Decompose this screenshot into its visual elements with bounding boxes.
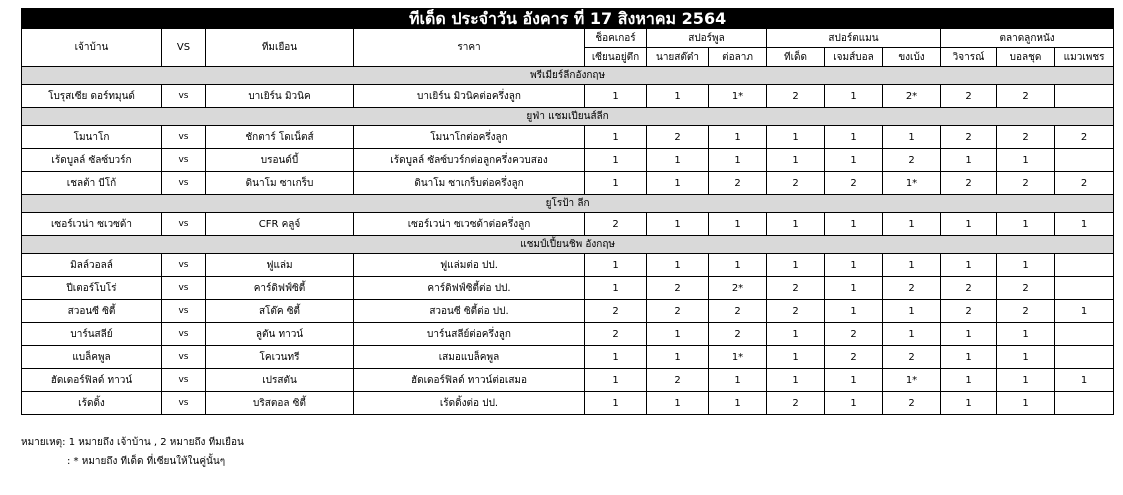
- away-team: โคเวนทรี: [206, 346, 354, 369]
- pick-cell: 1: [825, 126, 883, 149]
- pick-cell: 2: [883, 149, 941, 172]
- match-row: [22, 277, 1114, 300]
- pick-cell: 2: [941, 277, 997, 300]
- pick-cell: 1: [997, 149, 1055, 172]
- pick-cell: 1: [941, 392, 997, 415]
- match-row: [22, 172, 1114, 195]
- price: โมนาโกต่อครึ่งลูก: [354, 126, 585, 149]
- pick-cell: [1055, 277, 1114, 300]
- pick-cell: 1*: [709, 346, 767, 369]
- match-row: [22, 346, 1114, 369]
- vs-label: vs: [162, 85, 206, 108]
- pick-cell: 1: [767, 149, 825, 172]
- pick-cell: 1: [883, 300, 941, 323]
- pick-cell: 1: [941, 369, 997, 392]
- pick-cell: 1: [585, 126, 647, 149]
- header-group-talad: ตลาดลูกหนัง: [941, 29, 1114, 48]
- vs-label: vs: [162, 126, 206, 149]
- away-team: ดินาโม ซาเกร็บ: [206, 172, 354, 195]
- pick-cell: 2: [585, 213, 647, 236]
- pick-cell: 1: [1055, 369, 1114, 392]
- pick-cell: 2: [709, 323, 767, 346]
- home-team: มิลล์วอลล์: [22, 254, 162, 277]
- pick-cell: 2: [997, 126, 1055, 149]
- pick-cell: 1: [647, 323, 709, 346]
- home-team: เร้ดดิ้ง: [22, 392, 162, 415]
- pick-cell: 2: [1055, 172, 1114, 195]
- match-row: [22, 392, 1114, 415]
- vs-label: vs: [162, 213, 206, 236]
- notes: [21, 433, 244, 471]
- price: สวอนซี ซิตี้ต่อ ปป.: [354, 300, 585, 323]
- pick-cell: 1: [585, 172, 647, 195]
- predictions-sheet: [21, 8, 1113, 415]
- away-team: ลูตัน ทาวน์: [206, 323, 354, 346]
- note-line: หมายเหตุ: 1 หมายถึง เจ้าบ้าน , 2 หมายถึง ทีมเยือน: [21, 437, 244, 448]
- league-header: ยูฟ่า แชมเปียนส์ลีก: [22, 108, 1114, 126]
- pick-cell: 1: [825, 149, 883, 172]
- header-sub: ต่อลาภ: [709, 48, 767, 67]
- header-home: เจ้าบ้าน: [22, 29, 162, 67]
- home-team: แบล็คพูล: [22, 346, 162, 369]
- pick-cell: 1: [883, 213, 941, 236]
- away-team: บาเยิร์น มิวนิค: [206, 85, 354, 108]
- pick-cell: 2: [883, 346, 941, 369]
- away-team: คาร์ดิฟฟ์ซิตี้: [206, 277, 354, 300]
- pick-cell: 1: [941, 346, 997, 369]
- pick-cell: 1: [647, 254, 709, 277]
- pick-cell: 2: [767, 172, 825, 195]
- pick-cell: 1: [709, 126, 767, 149]
- pick-cell: 1: [585, 85, 647, 108]
- pick-cell: 2: [709, 300, 767, 323]
- pick-cell: 1: [825, 254, 883, 277]
- league-header: แชมป์เปี้ยนชิพ อังกฤษ: [22, 236, 1114, 254]
- vs-label: vs: [162, 392, 206, 415]
- header-away: ทีมเยือน: [206, 29, 354, 67]
- price: เสมอแบล็คพูล: [354, 346, 585, 369]
- pick-cell: 1: [585, 277, 647, 300]
- header-sub: ทีเด็ด: [767, 48, 825, 67]
- pick-cell: 2: [883, 277, 941, 300]
- home-team: เร้ดบูลล์ ซัลซ์บวร์ก: [22, 149, 162, 172]
- pick-cell: 1: [1055, 213, 1114, 236]
- pick-cell: 2: [941, 85, 997, 108]
- pick-cell: 1: [997, 392, 1055, 415]
- vs-label: vs: [162, 172, 206, 195]
- pick-cell: 1: [883, 323, 941, 346]
- pick-cell: [1055, 85, 1114, 108]
- pick-cell: 2: [647, 126, 709, 149]
- pick-cell: 2: [1055, 126, 1114, 149]
- away-team: บรอนด์บี้: [206, 149, 354, 172]
- match-row: [22, 254, 1114, 277]
- predictions-table: [21, 8, 1114, 415]
- pick-cell: 2: [767, 392, 825, 415]
- pick-cell: 1: [647, 392, 709, 415]
- header-group-sporpool: สปอร์พูล: [647, 29, 767, 48]
- pick-cell: 2: [767, 300, 825, 323]
- pick-cell: 2: [825, 323, 883, 346]
- pick-cell: 2: [997, 85, 1055, 108]
- pick-cell: 1: [709, 369, 767, 392]
- match-row: [22, 213, 1114, 236]
- match-row: [22, 85, 1114, 108]
- pick-cell: 1: [709, 213, 767, 236]
- league-header: พรีเมียร์ลีกอังกฤษ: [22, 67, 1114, 85]
- match-row: [22, 149, 1114, 172]
- home-team: ฮัดเดอร์ฟิลด์ ทาวน์: [22, 369, 162, 392]
- pick-cell: 2: [709, 172, 767, 195]
- home-team: บาร์นสลีย์: [22, 323, 162, 346]
- price: เซอร์เวน่า ซเวซด้าต่อครึ่งลูก: [354, 213, 585, 236]
- match-row: [22, 323, 1114, 346]
- pick-cell: 1: [825, 300, 883, 323]
- pick-cell: 1: [709, 149, 767, 172]
- pick-cell: 2: [647, 300, 709, 323]
- pick-cell: 1: [997, 254, 1055, 277]
- pick-cell: [1055, 254, 1114, 277]
- pick-cell: 1: [585, 392, 647, 415]
- price: คาร์ดิฟฟ์ซิตี้ต่อ ปป.: [354, 277, 585, 300]
- pick-cell: 1: [883, 254, 941, 277]
- pick-cell: 1: [585, 346, 647, 369]
- home-team: เชลต้า บีโก้: [22, 172, 162, 195]
- pick-cell: 1: [585, 369, 647, 392]
- pick-cell: 2: [825, 172, 883, 195]
- pick-cell: 1: [767, 213, 825, 236]
- price: ดินาโม ซาเกร็บต่อครึ่งลูก: [354, 172, 585, 195]
- price: บาร์นสลีย์ต่อครึ่งลูก: [354, 323, 585, 346]
- pick-cell: 1: [709, 254, 767, 277]
- pick-cell: 2: [883, 392, 941, 415]
- pick-cell: 1: [585, 149, 647, 172]
- pick-cell: 1: [883, 126, 941, 149]
- pick-cell: 1: [647, 85, 709, 108]
- header-sub: บอลชุด: [997, 48, 1055, 67]
- pick-cell: 1: [825, 277, 883, 300]
- pick-cell: 1: [767, 369, 825, 392]
- pick-cell: 1: [825, 85, 883, 108]
- header-sub: ขงเบ้ง: [883, 48, 941, 67]
- pick-cell: 1: [825, 213, 883, 236]
- away-team: CFR คลูจ์: [206, 213, 354, 236]
- pick-cell: 1: [767, 346, 825, 369]
- home-team: ปีเตอร์โบโร่: [22, 277, 162, 300]
- page-title: ทีเด็ด ประจำวัน อังคาร ที่ 17 สิงหาคม 2564: [22, 9, 1114, 29]
- pick-cell: 1: [941, 149, 997, 172]
- away-team: ฟูแล่ม: [206, 254, 354, 277]
- price: เร้ดดิ้งต่อ ปป.: [354, 392, 585, 415]
- away-team: เปรสตัน: [206, 369, 354, 392]
- pick-cell: 2: [585, 323, 647, 346]
- pick-cell: 1: [767, 323, 825, 346]
- home-team: สวอนซี ซิตี้: [22, 300, 162, 323]
- note-line: : * หมายถึง ทีเด็ด ที่เซียนให้ในคู่นั้นๆ: [67, 456, 226, 467]
- header-sub: แมวเพชร: [1055, 48, 1114, 67]
- vs-label: vs: [162, 149, 206, 172]
- header-sub: เซียนอยู่ตึก: [585, 48, 647, 67]
- header-price: ราคา: [354, 29, 585, 67]
- pick-cell: 1: [997, 369, 1055, 392]
- away-team: บริสตอล ซิตี้: [206, 392, 354, 415]
- home-team: โมนาโก: [22, 126, 162, 149]
- pick-cell: 1: [647, 213, 709, 236]
- vs-label: vs: [162, 300, 206, 323]
- match-row: [22, 369, 1114, 392]
- header-sub: วิจารณ์: [941, 48, 997, 67]
- pick-cell: 1*: [709, 85, 767, 108]
- pick-cell: 2*: [883, 85, 941, 108]
- pick-cell: 1: [585, 254, 647, 277]
- pick-cell: 1: [767, 126, 825, 149]
- pick-cell: 2*: [709, 277, 767, 300]
- pick-cell: [1055, 392, 1114, 415]
- pick-cell: 1: [825, 392, 883, 415]
- pick-cell: 1: [767, 254, 825, 277]
- header-group-shocker: ช็อคเกอร์: [585, 29, 647, 48]
- price: ฟูแล่มต่อ ปป.: [354, 254, 585, 277]
- header-sub: นายสต๊ต๋า: [647, 48, 709, 67]
- vs-label: vs: [162, 369, 206, 392]
- pick-cell: 1*: [883, 369, 941, 392]
- pick-cell: 2: [941, 126, 997, 149]
- away-team: ชักตาร์ โดเน็ตส์: [206, 126, 354, 149]
- pick-cell: 1: [997, 323, 1055, 346]
- pick-cell: 1: [647, 149, 709, 172]
- home-team: เซอร์เวน่า ซเวซด้า: [22, 213, 162, 236]
- pick-cell: 1: [941, 323, 997, 346]
- pick-cell: 1: [941, 213, 997, 236]
- pick-cell: [1055, 323, 1114, 346]
- pick-cell: 2: [767, 85, 825, 108]
- pick-cell: 2: [997, 277, 1055, 300]
- header-sub: เจมส์บอล: [825, 48, 883, 67]
- pick-cell: 1: [647, 346, 709, 369]
- pick-cell: 1: [1055, 300, 1114, 323]
- pick-cell: 1: [997, 213, 1055, 236]
- pick-cell: 1: [997, 346, 1055, 369]
- pick-cell: 2: [647, 277, 709, 300]
- league-header: ยูโรป้า ลีก: [22, 195, 1114, 213]
- pick-cell: 2: [997, 172, 1055, 195]
- pick-cell: 2: [647, 369, 709, 392]
- price: ฮัดเดอร์ฟิลด์ ทาวน์ต่อเสมอ: [354, 369, 585, 392]
- pick-cell: 2: [941, 172, 997, 195]
- home-team: โบรุสเซีย ดอร์ทมุนด์: [22, 85, 162, 108]
- pick-cell: 1: [709, 392, 767, 415]
- vs-label: vs: [162, 254, 206, 277]
- vs-label: vs: [162, 323, 206, 346]
- pick-cell: [1055, 346, 1114, 369]
- match-row: [22, 126, 1114, 149]
- pick-cell: 2: [941, 300, 997, 323]
- pick-cell: 2: [585, 300, 647, 323]
- price: เร้ดบูลล์ ซัลซ์บวร์กต่อลูกครึ่งควบสอง: [354, 149, 585, 172]
- pick-cell: 2: [767, 277, 825, 300]
- pick-cell: 1: [825, 369, 883, 392]
- pick-cell: 2: [825, 346, 883, 369]
- price: บาเยิร์น มิวนิคต่อครึ่งลูก: [354, 85, 585, 108]
- match-row: [22, 300, 1114, 323]
- header-vs: VS: [162, 29, 206, 67]
- vs-label: vs: [162, 277, 206, 300]
- pick-cell: 1: [941, 254, 997, 277]
- away-team: สโต๊ค ซิตี้: [206, 300, 354, 323]
- pick-cell: 1: [647, 172, 709, 195]
- pick-cell: 2: [997, 300, 1055, 323]
- pick-cell: [1055, 149, 1114, 172]
- pick-cell: 1*: [883, 172, 941, 195]
- header-group-sportsman: สปอร์ตแมน: [767, 29, 941, 48]
- vs-label: vs: [162, 346, 206, 369]
